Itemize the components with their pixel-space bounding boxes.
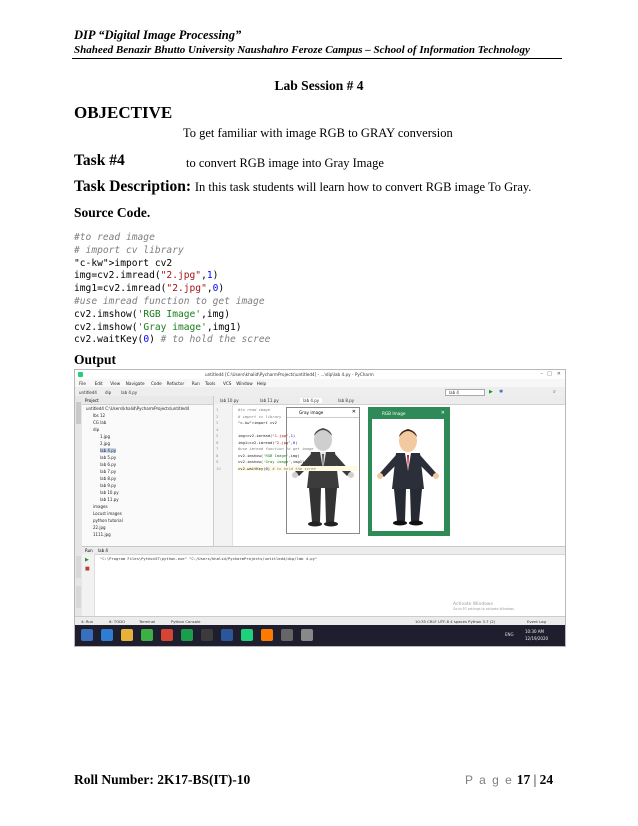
source-code-heading: Source Code. [74,205,151,220]
project-tree-item[interactable]: untitled4 C:\Users\khalid\PycharmProjects\untitled4 [86,406,190,411]
source-code-block [74,232,270,347]
editor-code-line[interactable]: # import cv library [238,413,282,419]
run-toolbar [82,554,95,617]
project-tree-item[interactable]: CG lab [93,420,107,425]
code-line: cv2.imshow('Gray image',img1) [74,321,242,333]
minimize-icon[interactable]: – [540,371,543,377]
editor-code-line[interactable]: cv2.imshow('Gray image',img1) [238,459,305,464]
run-tab[interactable]: lab 4 [98,548,108,553]
favorites-tool-button[interactable] [76,586,81,608]
breadcrumb-dip[interactable]: dip [105,389,112,395]
line-number: 8 [216,452,219,458]
app-icon[interactable] [261,629,273,641]
task-label: Task #4 [74,152,125,169]
lab-session-title: Lab Session # 4 [274,78,364,93]
folder-icon[interactable] [121,629,133,641]
objective-text: To get familiar with image RGB to GRAY conversion [183,126,453,140]
code-editor [214,396,565,546]
rerun-icon[interactable]: ▶ [85,557,89,563]
debug-icon[interactable]: ✱ [499,388,504,395]
project-pane-title[interactable]: Project [85,397,99,403]
project-tree-item[interactable]: lab 11.py [100,497,119,502]
project-pane [82,396,214,546]
project-tree-item[interactable]: dip [93,427,100,432]
pycharm-logo-icon [78,372,83,377]
project-tree-item[interactable]: lab 4.py [100,448,117,453]
project-tree-item[interactable]: images [93,504,108,509]
project-tree-item[interactable]: Locust images [93,511,122,516]
rgb-image-window[interactable] [368,407,450,536]
editor-code-line[interactable]: #to read image [238,407,271,412]
windows-taskbar [75,625,565,646]
line-number: 2 [216,413,219,419]
line-number: 3 [216,420,219,425]
doc-header-title: DIP “Digital Image Processing” [74,28,242,42]
gray-close-icon[interactable]: ✕ [351,409,356,415]
rgb-window-titlebar [370,409,448,418]
project-tree-item[interactable]: lab 6.py [100,462,117,467]
code-line: cv2.imshow('RGB Image',img) [74,308,230,320]
project-tree-item[interactable]: lab 5.py [100,455,117,460]
project-tree-item[interactable]: 2.jpg [100,441,111,446]
pycharm-taskbar-icon[interactable] [241,629,253,641]
activate-windows-title: Activate Windows [453,602,493,607]
rgb-cartoon-businessman [372,419,444,531]
rgb-window-title: RGB Image [382,411,406,416]
project-tree-item[interactable]: python tutorial [93,518,123,523]
project-pane-header [82,396,213,405]
generic-app-icon[interactable] [301,629,313,641]
code-line: # import cv library [74,244,184,256]
maximize-icon[interactable]: □ [547,371,552,377]
structure-tool-button[interactable] [76,556,81,578]
activate-windows-watermark [453,602,515,611]
editor-code-line[interactable]: cv2.waitKey(0) # to hold the scree [238,466,358,471]
gray-window-titlebar [287,408,359,418]
page-number: P a g e 17 | 24 [465,772,554,787]
run-label: Run [85,548,93,553]
project-tree-item[interactable]: 1111.jpg [93,532,111,537]
language-indicator[interactable]: ENG [505,632,514,637]
run-icon[interactable]: ▶ [489,388,493,395]
task-description-label: Task Description: [74,178,191,195]
line-number: 10 [216,465,221,471]
tab-lab10[interactable]: lab 10.py [220,397,239,403]
run-pane-header [82,547,565,555]
project-tree-item[interactable]: lab 7.py [100,469,117,474]
editor-code-line[interactable]: cv2.imshow('RGB Image',img) [238,452,300,458]
settings-icon[interactable] [281,629,293,641]
bottom-tab-terminal[interactable]: Terminal [139,619,156,624]
store-icon[interactable] [141,629,153,641]
project-tree-item[interactable]: 22.jpg [93,525,106,530]
gray-image-window[interactable] [286,407,360,534]
output-heading: Output [74,352,117,367]
project-tree-item[interactable]: lbs 12 [93,413,106,418]
tab-lab11[interactable]: lab 11.py [260,397,279,403]
task-description [74,178,531,196]
status-info: 10:35 CRLF UTF-8 4 spaces Python 3.7 (2) [415,619,496,624]
gray-window-title: Gray image [299,410,324,415]
media-icon[interactable] [201,629,213,641]
windows-start-icon[interactable] [81,629,93,641]
activate-windows-sub: Go to PC settings to activate Windows. [453,607,515,611]
menu-item-file[interactable]: File [79,380,87,386]
line-number: 9 [216,459,219,464]
line-number: 6 [216,439,219,445]
stop-icon[interactable]: ■ [85,566,90,572]
menu-item-window[interactable]: Window [236,380,253,386]
page-current: 17 [516,772,531,787]
close-icon[interactable]: ✕ [556,371,561,377]
rgb-close-icon[interactable]: ✕ [440,410,445,416]
gray-cartoon-businessman [287,418,359,532]
line-number: 7 [216,446,219,451]
clock-time[interactable]: 10:30 AM [525,629,544,634]
tab-lab8[interactable]: lab 8.py [338,397,355,403]
project-tree-item[interactable]: lab 8.py [100,476,117,481]
menu-item-help[interactable]: Help [256,380,267,386]
editor-code-line[interactable]: #use imread function to get image [238,446,314,451]
output-screenshot [74,369,566,647]
clock-date[interactable]: 12/19/2020 [525,636,549,641]
doc-header-subtitle: Shaheed Benazir Bhutto University Naushahro Feroze Campus – School of Information Technology [74,44,530,56]
task-text: to convert RGB image into Gray Image [186,156,384,170]
word-icon[interactable] [221,629,233,641]
editor-code-line[interactable]: img1=cv2.imread("2.jpg",0) [238,439,298,445]
project-tool-button[interactable] [76,402,81,424]
roll-number: Roll Number: 2K17-BS(IT)-10 [74,772,251,787]
bottom-tab-run[interactable]: 4: Run [81,619,94,624]
menu-item-code[interactable]: Code [151,380,162,386]
menu-item-vcs[interactable]: VCS [223,380,232,386]
project-tree-item[interactable]: lab 9.py [100,483,117,488]
editor-code-line[interactable]: img=cv2.imread("1.jpg",1) [238,433,296,438]
bottom-tab-python-console[interactable]: Python Console [171,619,201,624]
objective-heading: OBJECTIVE [74,103,173,122]
excel-icon[interactable] [181,629,193,641]
bottom-tab-todo[interactable]: 6: TODO [109,619,126,624]
event-log[interactable]: Event Log [527,619,546,624]
editor-code-line[interactable]: "c-kw">import cv2 [238,420,277,425]
header-divider [72,58,562,59]
ide-window-title: untitled4 [C:\Users\khalid\PycharmProjects\untitled4] - ...\dip\lab 4.py - PyCharm [205,372,374,377]
run-command-output: "C:\Program Files\Python37\python.exe" "C:/Users/khalid/PycharmProjects/untitled4/dip/lab 4.py" [100,556,318,561]
breadcrumb-file[interactable]: lab 4.py [121,389,138,395]
line-number: 5 [216,433,219,438]
search-icon[interactable]: ⌕ [553,388,556,395]
code-line: #to read image [74,232,155,243]
page-word: P a g e [465,773,514,787]
editor-tabs [214,396,565,405]
breadcrumb-project[interactable]: untitled4 [79,389,97,395]
menu-item-run[interactable]: Run [191,380,200,386]
menu-item-edit[interactable]: Edit [94,380,103,386]
ie-icon[interactable] [101,629,113,641]
menu-item-tools[interactable]: Tools [205,380,216,386]
menu-item-navigate[interactable]: Navigate [125,380,145,386]
line-gutter [214,404,233,546]
line-number: 1 [216,407,219,412]
code-line: cv2.waitKey(0) # to hold the scree [74,334,271,346]
line-number: 4 [216,426,219,432]
code-line: img1=cv2.imread("2.jpg",0) [74,283,225,295]
task-description-text: In this task students will learn how to convert RGB image To Gray. [194,180,532,194]
menu-item-refactor[interactable]: Refactor [166,380,185,386]
chrome-icon[interactable] [161,629,173,641]
project-tree-item[interactable]: 1.jpg [100,434,111,439]
project-tree-item[interactable]: lab 10.py [100,490,119,495]
run-config-label: lab 4 [449,389,459,395]
code-line: #use imread function to get image [74,295,265,307]
menu-item-view[interactable]: View [110,380,121,386]
code-line: "c-kw">import cv2 [74,257,173,269]
code-line: img=cv2.imread("2.jpg",1) [74,270,219,282]
page-total: 24 [539,772,554,787]
tab-lab4[interactable]: lab 4.py [300,398,322,403]
